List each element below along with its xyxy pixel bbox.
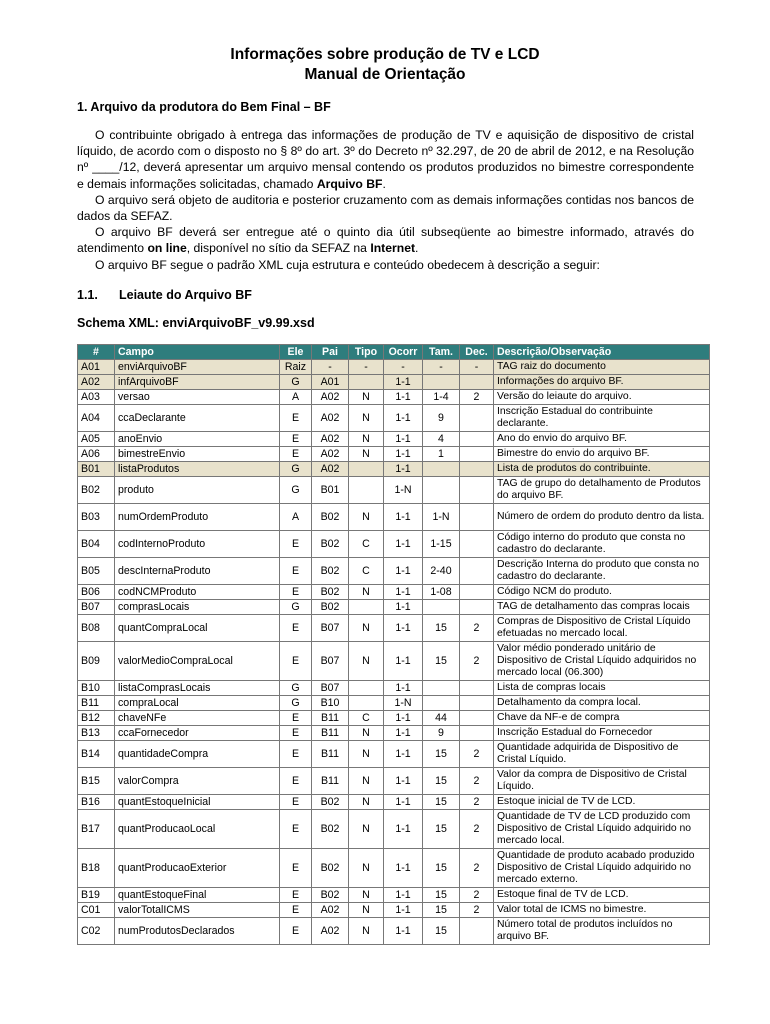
cell-desc: Valor da compra de Dispositivo de Cristal Líquido. xyxy=(494,768,710,795)
cell-ocorr: 1-1 xyxy=(384,903,423,918)
cell-num: B16 xyxy=(78,795,115,810)
cell-tam: 2-40 xyxy=(423,558,460,585)
cell-campo: versao xyxy=(115,390,280,405)
cell-ocorr: 1-1 xyxy=(384,741,423,768)
cell-dec xyxy=(460,504,494,531)
cell-campo: valorCompra xyxy=(115,768,280,795)
cell-pai: B01 xyxy=(312,477,349,504)
cell-ocorr: 1-1 xyxy=(384,531,423,558)
cell-pai: A02 xyxy=(312,390,349,405)
cell-desc: Código interno do produto que consta no cadastro do declarante. xyxy=(494,531,710,558)
cell-pai: B07 xyxy=(312,615,349,642)
cell-tam: 4 xyxy=(423,432,460,447)
cell-ele: A xyxy=(280,390,312,405)
cell-desc: Quantidade de TV de LCD produzido com Dispositivo de Cristal Líquido adquirido no mercado local. xyxy=(494,810,710,849)
cell-tam: 1 xyxy=(423,447,460,462)
cell-ele: G xyxy=(280,681,312,696)
table-row xyxy=(78,600,710,615)
cell-ocorr: 1-1 xyxy=(384,795,423,810)
cell-desc: Estoque final de TV de LCD. xyxy=(494,888,710,903)
cell-pai: A02 xyxy=(312,462,349,477)
cell-desc: Chave da NF-e de compra xyxy=(494,711,710,726)
cell-dec: 2 xyxy=(460,642,494,681)
paragraph-1: O contribuinte obrigado à entrega das informações de produção de TV e aquisição de dispositivo de cristal líquido, de acordo com o disposto no § 8º do art. 3º do Decreto nº 32.297, de 20 de abril de 2012, e na Resolução nº ____/12, deverá apresentar um arquivo mensal contendo os produtos produzidos no bimestre correspondente e demais informações solicitadas, chamado Arquivo BF. xyxy=(77,128,694,191)
cell-pai: B02 xyxy=(312,504,349,531)
table-row xyxy=(78,390,710,405)
cell-tam xyxy=(423,600,460,615)
cell-pai: A02 xyxy=(312,447,349,462)
cell-pai: B02 xyxy=(312,531,349,558)
cell-num: B12 xyxy=(78,711,115,726)
cell-ele: E xyxy=(280,711,312,726)
cell-desc: Valor médio ponderado unitário de Dispositivo de Cristal Líquido adquiridos no mercado local (06.300) xyxy=(494,642,710,681)
cell-campo: comprasLocais xyxy=(115,600,280,615)
table-row xyxy=(78,810,710,849)
cell-num: B14 xyxy=(78,741,115,768)
cell-pai: B07 xyxy=(312,681,349,696)
cell-tam: 44 xyxy=(423,711,460,726)
table-row xyxy=(78,375,710,390)
cell-pai: B02 xyxy=(312,558,349,585)
cell-tipo: N xyxy=(349,390,384,405)
cell-pai: B11 xyxy=(312,741,349,768)
cell-tipo: N xyxy=(349,447,384,462)
cell-pai: B02 xyxy=(312,585,349,600)
cell-ele: E xyxy=(280,558,312,585)
cell-ele: A xyxy=(280,504,312,531)
cell-ocorr: 1-1 xyxy=(384,558,423,585)
cell-campo: codInternoProduto xyxy=(115,531,280,558)
section-heading-1-1: 1.1. Leiaute do Arquivo BF xyxy=(77,288,252,302)
cell-tam: - xyxy=(423,360,460,375)
cell-ele: E xyxy=(280,585,312,600)
cell-campo: descInternaProduto xyxy=(115,558,280,585)
cell-pai: - xyxy=(312,360,349,375)
table-row xyxy=(78,726,710,741)
cell-campo: listaProdutos xyxy=(115,462,280,477)
cell-tam: 15 xyxy=(423,810,460,849)
cell-tipo: N xyxy=(349,585,384,600)
cell-ele: E xyxy=(280,768,312,795)
cell-ocorr: 1-1 xyxy=(384,462,423,477)
cell-ocorr: 1-1 xyxy=(384,432,423,447)
cell-tam: 15 xyxy=(423,642,460,681)
cell-desc: Quantidade adquirida de Dispositivo de Cristal Líquido. xyxy=(494,741,710,768)
cell-pai: B02 xyxy=(312,600,349,615)
table-row xyxy=(78,696,710,711)
cell-ocorr: 1-1 xyxy=(384,375,423,390)
cell-num: A03 xyxy=(78,390,115,405)
cell-desc: Lista de produtos do contribuinte. xyxy=(494,462,710,477)
cell-tam: 15 xyxy=(423,741,460,768)
cell-ele: E xyxy=(280,531,312,558)
cell-campo: bimestreEnvio xyxy=(115,447,280,462)
cell-num: B15 xyxy=(78,768,115,795)
cell-tipo: N xyxy=(349,903,384,918)
cell-pai: B02 xyxy=(312,849,349,888)
cell-pai: A02 xyxy=(312,903,349,918)
section-heading-1: 1. Arquivo da produtora do Bem Final – BF xyxy=(77,100,331,114)
cell-tipo: N xyxy=(349,810,384,849)
cell-num: A01 xyxy=(78,360,115,375)
cell-campo: quantProducaoLocal xyxy=(115,810,280,849)
cell-ele: E xyxy=(280,741,312,768)
cell-desc: Inscrição Estadual do Fornecedor xyxy=(494,726,710,741)
cell-pai: A01 xyxy=(312,375,349,390)
cell-pai: B02 xyxy=(312,795,349,810)
cell-tam xyxy=(423,375,460,390)
cell-desc: TAG de detalhamento das compras locais xyxy=(494,600,710,615)
cell-ocorr: 1-1 xyxy=(384,918,423,945)
header-col-dec: Dec. xyxy=(460,345,494,360)
cell-pai: B07 xyxy=(312,642,349,681)
cell-ele: G xyxy=(280,462,312,477)
cell-dec xyxy=(460,918,494,945)
cell-dec: 2 xyxy=(460,741,494,768)
cell-desc: Número total de produtos incluídos no arquivo BF. xyxy=(494,918,710,945)
cell-tam: 15 xyxy=(423,888,460,903)
table-body xyxy=(78,360,710,945)
cell-ocorr: 1-1 xyxy=(384,390,423,405)
cell-ocorr: 1-1 xyxy=(384,768,423,795)
table-row xyxy=(78,681,710,696)
paragraph-2: O arquivo será objeto de auditoria e posterior cruzamento com as demais informações contidas nos bancos de dados da SEFAZ. xyxy=(77,192,694,224)
schema-label: Schema XML: enviArquivoBF_v9.99.xsd xyxy=(77,316,315,330)
body-text xyxy=(77,127,694,273)
cell-campo: quantCompraLocal xyxy=(115,615,280,642)
cell-desc: Código NCM do produto. xyxy=(494,585,710,600)
cell-tam xyxy=(423,477,460,504)
cell-num: B01 xyxy=(78,462,115,477)
table-row xyxy=(78,585,710,600)
layout-table xyxy=(77,344,710,945)
paragraph-4: O arquivo BF segue o padrão XML cuja estrutura e conteúdo obedecem à descrição a seguir: xyxy=(95,257,600,272)
cell-ele: E xyxy=(280,903,312,918)
table-header-row xyxy=(78,345,710,360)
cell-campo: quantEstoqueInicial xyxy=(115,795,280,810)
cell-tipo xyxy=(349,600,384,615)
cell-desc: TAG raiz do documento xyxy=(494,360,710,375)
cell-ele: E xyxy=(280,849,312,888)
cell-tipo: C xyxy=(349,558,384,585)
cell-tipo: N xyxy=(349,849,384,888)
cell-num: B08 xyxy=(78,615,115,642)
cell-ele: E xyxy=(280,918,312,945)
cell-ocorr: 1-1 xyxy=(384,642,423,681)
cell-ele: E xyxy=(280,810,312,849)
header-col-desc: Descrição/Observação xyxy=(494,345,710,360)
cell-dec xyxy=(460,447,494,462)
table-row xyxy=(78,642,710,681)
cell-desc: Detalhamento da compra local. xyxy=(494,696,710,711)
cell-num: B09 xyxy=(78,642,115,681)
cell-num: B05 xyxy=(78,558,115,585)
cell-desc: Valor total de ICMS no bimestre. xyxy=(494,903,710,918)
cell-tipo xyxy=(349,477,384,504)
cell-dec: 2 xyxy=(460,849,494,888)
cell-tam: 1-4 xyxy=(423,390,460,405)
cell-campo: anoEnvio xyxy=(115,432,280,447)
cell-ele: E xyxy=(280,432,312,447)
cell-dec: 2 xyxy=(460,810,494,849)
cell-num: A04 xyxy=(78,405,115,432)
cell-campo: quantidadeCompra xyxy=(115,741,280,768)
document-title: Informações sobre produção de TV e LCD xyxy=(230,46,540,63)
cell-campo: quantEstoqueFinal xyxy=(115,888,280,903)
cell-num: B06 xyxy=(78,585,115,600)
cell-num: B02 xyxy=(78,477,115,504)
cell-tam: 15 xyxy=(423,903,460,918)
cell-ocorr: 1-1 xyxy=(384,888,423,903)
cell-tipo: N xyxy=(349,504,384,531)
cell-tipo: N xyxy=(349,888,384,903)
cell-pai: A02 xyxy=(312,405,349,432)
cell-campo: enviArquivoBF xyxy=(115,360,280,375)
cell-campo: chaveNFe xyxy=(115,711,280,726)
cell-tipo xyxy=(349,462,384,477)
cell-campo: ccaDeclarante xyxy=(115,405,280,432)
cell-dec: 2 xyxy=(460,390,494,405)
cell-ocorr: 1-1 xyxy=(384,810,423,849)
cell-tipo: N xyxy=(349,918,384,945)
cell-tam: 15 xyxy=(423,918,460,945)
cell-tam xyxy=(423,462,460,477)
header-col-ocorr: Ocorr xyxy=(384,345,423,360)
cell-dec xyxy=(460,585,494,600)
document-subtitle: Manual de Orientação xyxy=(304,66,466,83)
cell-desc: Bimestre do envio do arquivo BF. xyxy=(494,447,710,462)
cell-ele: E xyxy=(280,888,312,903)
cell-tipo: C xyxy=(349,531,384,558)
cell-ele: E xyxy=(280,795,312,810)
header-col-pai: Pai xyxy=(312,345,349,360)
cell-campo: valorMedioCompraLocal xyxy=(115,642,280,681)
cell-ele: E xyxy=(280,726,312,741)
cell-ocorr: 1-1 xyxy=(384,447,423,462)
cell-dec xyxy=(460,711,494,726)
cell-tam: 1-15 xyxy=(423,531,460,558)
cell-ocorr: - xyxy=(384,360,423,375)
cell-desc: Número de ordem do produto dentro da lista. xyxy=(494,504,710,531)
table-row xyxy=(78,462,710,477)
cell-ele: Raiz xyxy=(280,360,312,375)
cell-tipo: - xyxy=(349,360,384,375)
cell-tipo xyxy=(349,375,384,390)
cell-dec xyxy=(460,405,494,432)
cell-ocorr: 1-1 xyxy=(384,849,423,888)
cell-num: B07 xyxy=(78,600,115,615)
cell-tam: 1-N xyxy=(423,504,460,531)
cell-dec xyxy=(460,600,494,615)
header-col-tam: Tam. xyxy=(423,345,460,360)
cell-ocorr: 1-1 xyxy=(384,504,423,531)
cell-dec xyxy=(460,558,494,585)
cell-dec xyxy=(460,531,494,558)
cell-ocorr: 1-1 xyxy=(384,405,423,432)
cell-dec: 2 xyxy=(460,795,494,810)
table-row xyxy=(78,360,710,375)
cell-pai: B02 xyxy=(312,810,349,849)
table-row xyxy=(78,918,710,945)
cell-tipo: N xyxy=(349,768,384,795)
cell-pai: B11 xyxy=(312,726,349,741)
cell-ocorr: 1-1 xyxy=(384,600,423,615)
paragraph-3: O arquivo BF deverá ser entregue até o quinto dia útil subseqüente ao bimestre informado, através do atendimento on line, disponível no sítio da SEFAZ na Internet. xyxy=(77,225,694,256)
cell-dec xyxy=(460,681,494,696)
cell-ele: E xyxy=(280,642,312,681)
table-row xyxy=(78,849,710,888)
cell-tam: 15 xyxy=(423,615,460,642)
cell-dec xyxy=(460,432,494,447)
cell-tam xyxy=(423,681,460,696)
cell-ele: G xyxy=(280,696,312,711)
cell-ocorr: 1-1 xyxy=(384,726,423,741)
cell-tam xyxy=(423,696,460,711)
table-row xyxy=(78,432,710,447)
cell-ele: E xyxy=(280,405,312,432)
cell-desc: Quantidade de produto acabado produzido Dispositivo de Cristal Líquido adquirido no mercado externo. xyxy=(494,849,710,888)
header-col-ele: Ele xyxy=(280,345,312,360)
header-col-tipo: Tipo xyxy=(349,345,384,360)
cell-pai: A02 xyxy=(312,432,349,447)
table-row xyxy=(78,795,710,810)
table-row xyxy=(78,558,710,585)
table-row xyxy=(78,615,710,642)
table-row xyxy=(78,741,710,768)
cell-campo: infArquivoBF xyxy=(115,375,280,390)
cell-tam: 1-08 xyxy=(423,585,460,600)
cell-dec xyxy=(460,375,494,390)
table-row xyxy=(78,768,710,795)
cell-campo: valorTotalICMS xyxy=(115,903,280,918)
table-row xyxy=(78,531,710,558)
cell-tam: 15 xyxy=(423,768,460,795)
cell-pai: B11 xyxy=(312,768,349,795)
cell-tipo: C xyxy=(349,711,384,726)
cell-campo: numOrdemProduto xyxy=(115,504,280,531)
cell-num: B04 xyxy=(78,531,115,558)
cell-desc: Informações do arquivo BF. xyxy=(494,375,710,390)
cell-num: A06 xyxy=(78,447,115,462)
cell-dec: - xyxy=(460,360,494,375)
cell-ocorr: 1-N xyxy=(384,477,423,504)
cell-ocorr: 1-1 xyxy=(384,711,423,726)
cell-ocorr: 1-N xyxy=(384,696,423,711)
cell-desc: TAG de grupo do detalhamento de Produtos do arquivo BF. xyxy=(494,477,710,504)
cell-num: B19 xyxy=(78,888,115,903)
cell-tipo: N xyxy=(349,741,384,768)
cell-ele: G xyxy=(280,600,312,615)
table-row xyxy=(78,711,710,726)
cell-ocorr: 1-1 xyxy=(384,585,423,600)
table-row xyxy=(78,405,710,432)
cell-pai: B02 xyxy=(312,888,349,903)
cell-dec xyxy=(460,696,494,711)
cell-tipo: N xyxy=(349,642,384,681)
header-col-campo: Campo xyxy=(115,345,280,360)
cell-tam: 15 xyxy=(423,849,460,888)
cell-num: B11 xyxy=(78,696,115,711)
cell-tipo xyxy=(349,681,384,696)
cell-tam: 9 xyxy=(423,405,460,432)
cell-tipo: N xyxy=(349,432,384,447)
header-col-num: # xyxy=(78,345,115,360)
cell-ocorr: 1-1 xyxy=(384,681,423,696)
cell-dec: 2 xyxy=(460,888,494,903)
cell-campo: quantProducaoExterior xyxy=(115,849,280,888)
cell-ele: G xyxy=(280,477,312,504)
cell-num: A05 xyxy=(78,432,115,447)
cell-num: B13 xyxy=(78,726,115,741)
cell-tipo: N xyxy=(349,795,384,810)
cell-pai: B11 xyxy=(312,711,349,726)
table-row xyxy=(78,477,710,504)
cell-num: C02 xyxy=(78,918,115,945)
cell-dec xyxy=(460,462,494,477)
cell-tipo: N xyxy=(349,405,384,432)
cell-num: B17 xyxy=(78,810,115,849)
cell-tipo: N xyxy=(349,615,384,642)
cell-num: B03 xyxy=(78,504,115,531)
cell-tipo xyxy=(349,696,384,711)
cell-desc: Compras de Dispositivo de Cristal Líquido efetuadas no mercado local. xyxy=(494,615,710,642)
cell-ocorr: 1-1 xyxy=(384,615,423,642)
cell-campo: produto xyxy=(115,477,280,504)
cell-campo: numProdutosDeclarados xyxy=(115,918,280,945)
cell-num: B10 xyxy=(78,681,115,696)
cell-desc: Inscrição Estadual do contribuinte declarante. xyxy=(494,405,710,432)
cell-campo: ccaFornecedor xyxy=(115,726,280,741)
cell-campo: listaComprasLocais xyxy=(115,681,280,696)
cell-campo: compraLocal xyxy=(115,696,280,711)
table-row xyxy=(78,903,710,918)
cell-num: A02 xyxy=(78,375,115,390)
cell-campo: codNCMProduto xyxy=(115,585,280,600)
cell-desc: Ano do envio do arquivo BF. xyxy=(494,432,710,447)
cell-desc: Estoque inicial de TV de LCD. xyxy=(494,795,710,810)
cell-desc: Descrição Interna do produto que consta no cadastro do declarante. xyxy=(494,558,710,585)
cell-num: C01 xyxy=(78,903,115,918)
cell-pai: B10 xyxy=(312,696,349,711)
cell-dec xyxy=(460,726,494,741)
cell-ele: E xyxy=(280,615,312,642)
cell-dec: 2 xyxy=(460,903,494,918)
cell-pai: A02 xyxy=(312,918,349,945)
cell-tipo: N xyxy=(349,726,384,741)
cell-tam: 15 xyxy=(423,795,460,810)
table-row xyxy=(78,447,710,462)
cell-desc: Lista de compras locais xyxy=(494,681,710,696)
cell-dec: 2 xyxy=(460,615,494,642)
cell-tam: 9 xyxy=(423,726,460,741)
cell-ele: E xyxy=(280,447,312,462)
table-row xyxy=(78,504,710,531)
cell-num: B18 xyxy=(78,849,115,888)
cell-dec xyxy=(460,477,494,504)
cell-ele: G xyxy=(280,375,312,390)
cell-dec: 2 xyxy=(460,768,494,795)
cell-desc: Versão do leiaute do arquivo. xyxy=(494,390,710,405)
table-row xyxy=(78,888,710,903)
